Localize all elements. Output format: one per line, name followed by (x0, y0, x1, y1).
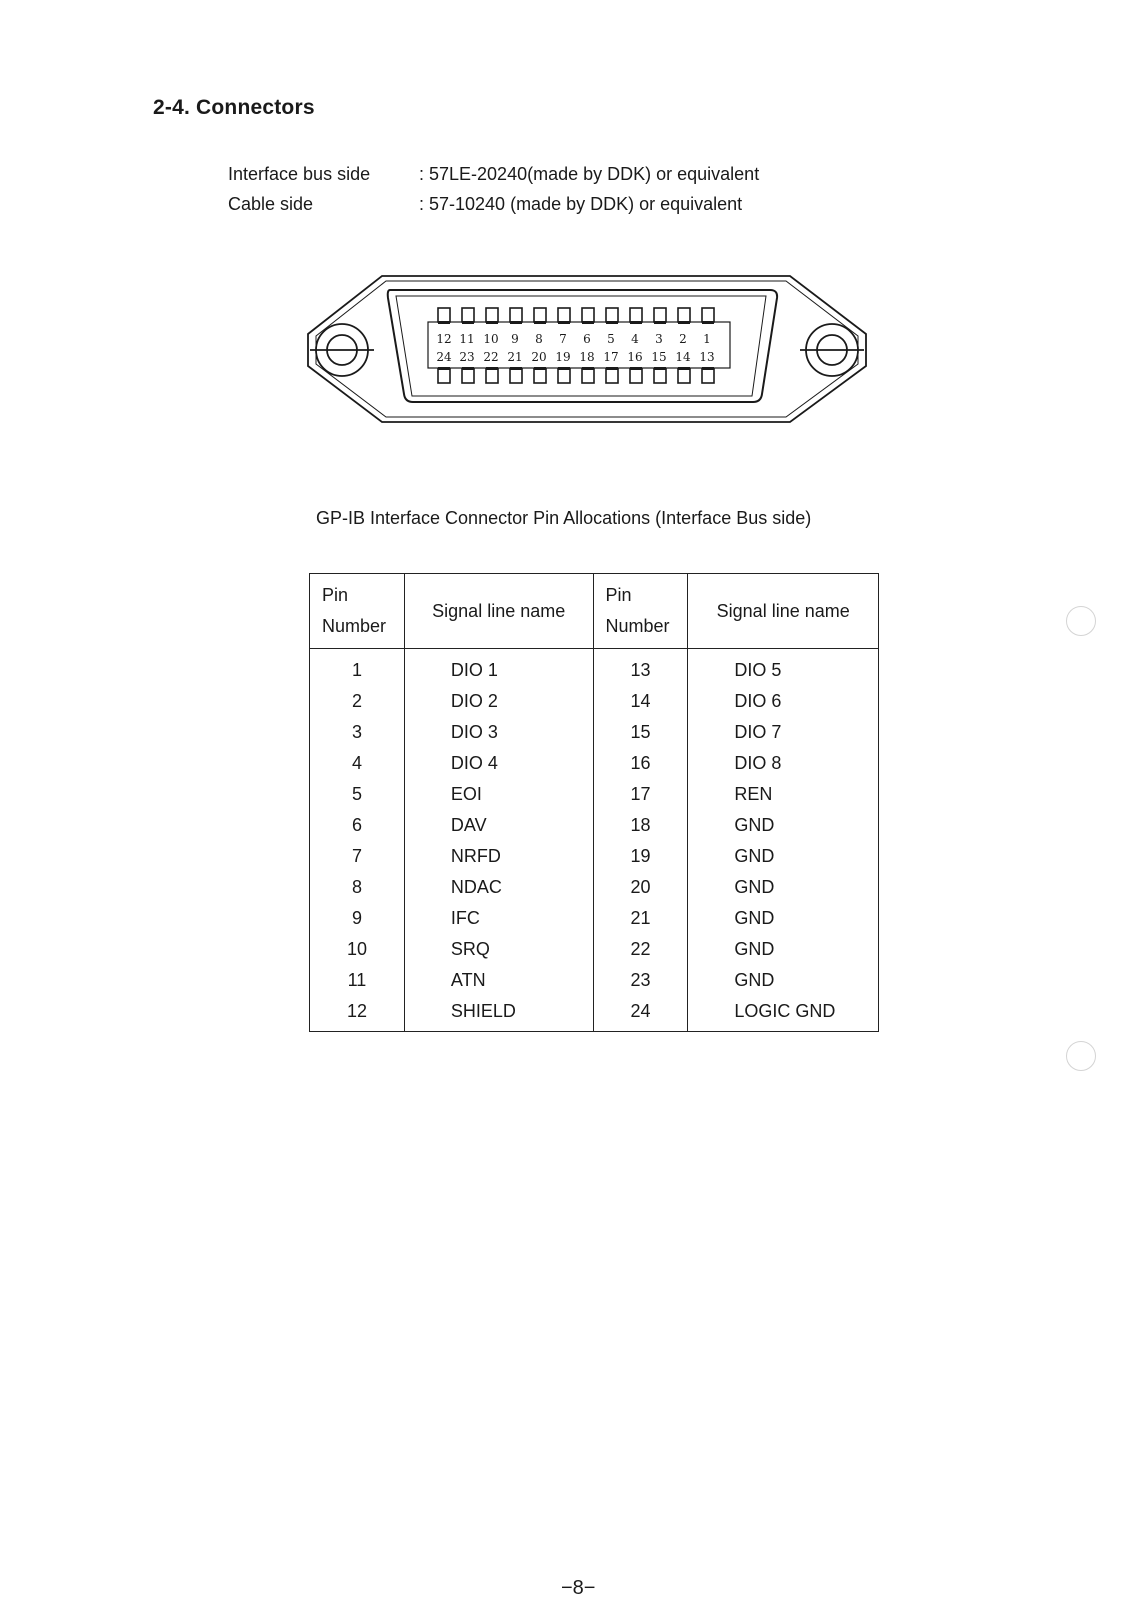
pin-contact (702, 308, 714, 322)
pin-contact-base (438, 321, 450, 324)
header-signal-line-name: Signal line name (404, 574, 593, 649)
signal-name-cell: DIO 3 (404, 717, 593, 748)
pin-allocation-table (309, 573, 879, 1032)
pin-contact-base (654, 321, 666, 324)
table-row (310, 686, 879, 717)
binder-hole-icon (1066, 606, 1096, 636)
connector-trapezoid (388, 290, 777, 402)
pin-number-cell: 3 (310, 717, 405, 748)
pin-contact (678, 369, 690, 383)
spec-value: : 57-10240 (made by DDK) or equivalent (419, 194, 743, 214)
signal-name-cell: LOGIC GND (688, 996, 879, 1032)
pin-number-cell: 22 (593, 934, 688, 965)
pin-number-cell: 21 (593, 903, 688, 934)
pin-number-cell: 10 (310, 934, 405, 965)
pin-number-cell: 15 (593, 717, 688, 748)
pin-contact-base (438, 367, 450, 370)
pin-label: 24 (436, 350, 452, 364)
pin-label: 17 (603, 350, 619, 364)
pin-contact-base (462, 367, 474, 370)
pin-contact-base (678, 367, 690, 370)
table-header-row (310, 574, 879, 649)
pin-contact (654, 308, 666, 322)
pin-contact-base (702, 367, 714, 370)
pin-number-cell: 4 (310, 748, 405, 779)
header-pin-number (593, 574, 688, 649)
pin-contact (462, 369, 474, 383)
pin-label: 15 (651, 350, 667, 364)
pin-contact-base (702, 321, 714, 324)
pin-number-cell: 11 (310, 965, 405, 996)
signal-name-cell: GND (688, 965, 879, 996)
page-number: −8− (561, 1577, 596, 1599)
connector-shell (308, 276, 866, 422)
pin-contact-base (630, 367, 642, 370)
header-pin-line2: Number (322, 616, 387, 636)
table-row (310, 903, 879, 934)
signal-name-cell: GND (688, 903, 879, 934)
signal-name-cell: DIO 7 (688, 717, 879, 748)
pin-contact (486, 369, 498, 383)
pin-contact-base (486, 321, 498, 324)
pin-label: 16 (627, 350, 643, 364)
table-row (310, 996, 879, 1032)
signal-name-cell: GND (688, 872, 879, 903)
pin-number-cell: 18 (593, 810, 688, 841)
pin-number-cell: 16 (593, 748, 688, 779)
pin-contacts (438, 308, 714, 383)
pin-number-cell: 20 (593, 872, 688, 903)
pin-contact (558, 308, 570, 322)
pin-label: 12 (436, 332, 452, 346)
pin-contact (678, 308, 690, 322)
pin-contact (582, 369, 594, 383)
signal-name-cell: DIO 4 (404, 748, 593, 779)
pin-contact (630, 308, 642, 322)
pin-number-cell: 13 (593, 649, 688, 687)
binder-hole-icon (1066, 1041, 1096, 1071)
pin-contact-base (654, 367, 666, 370)
pin-label: 8 (535, 332, 543, 346)
pin-contact (654, 369, 666, 383)
pin-contact (510, 308, 522, 322)
pin-label: 6 (583, 332, 591, 346)
pin-number-cell: 19 (593, 841, 688, 872)
pin-contact-base (606, 367, 618, 370)
spec-label: Interface bus side (228, 164, 371, 184)
pin-label: 18 (579, 350, 595, 364)
pin-number-cell: 9 (310, 903, 405, 934)
pin-contact-base (510, 321, 522, 324)
pin-contact-base (534, 321, 546, 324)
signal-name-cell: EOI (404, 779, 593, 810)
pin-label: 13 (699, 350, 715, 364)
pin-label: 10 (483, 332, 499, 346)
header-pin-line1: Pin (605, 585, 632, 605)
signal-name-cell: REN (688, 779, 879, 810)
pin-contact (438, 308, 450, 322)
pin-contact (702, 369, 714, 383)
table-row (310, 872, 879, 903)
table-row (310, 779, 879, 810)
pin-contact (606, 369, 618, 383)
pin-number-cell: 8 (310, 872, 405, 903)
pin-label: 22 (483, 350, 499, 364)
signal-name-cell: NRFD (404, 841, 593, 872)
pin-label: 11 (459, 332, 475, 346)
signal-name-cell: GND (688, 934, 879, 965)
header-pin-line1: Pin (322, 585, 349, 605)
table-row (310, 810, 879, 841)
pin-label: 19 (555, 350, 571, 364)
signal-name-cell: SHIELD (404, 996, 593, 1032)
pin-label: 14 (675, 350, 691, 364)
pin-contact-base (582, 367, 594, 370)
spec-label: Cable side (228, 194, 314, 214)
pin-contact-base (582, 321, 594, 324)
signal-name-cell: DIO 1 (404, 649, 593, 687)
pin-contact-base (678, 321, 690, 324)
table-row (310, 717, 879, 748)
pin-contact-base (510, 367, 522, 370)
pin-number-cell: 7 (310, 841, 405, 872)
table-row (310, 841, 879, 872)
pin-label: 20 (531, 350, 547, 364)
pin-contact-base (534, 367, 546, 370)
table-row (310, 934, 879, 965)
pin-label: 23 (459, 350, 475, 364)
pin-contact (438, 369, 450, 383)
signal-name-cell: DAV (404, 810, 593, 841)
header-pin-line2: Number (605, 616, 670, 636)
table-row (310, 748, 879, 779)
pin-number-cell: 5 (310, 779, 405, 810)
pin-contact (510, 369, 522, 383)
pin-label: 7 (559, 332, 567, 346)
signal-name-cell: NDAC (404, 872, 593, 903)
header-pin-number (310, 574, 405, 649)
pin-label: 21 (507, 350, 523, 364)
pin-number-cell: 17 (593, 779, 688, 810)
pin-label: 3 (655, 332, 663, 346)
pin-label: 5 (607, 332, 615, 346)
pin-contact (486, 308, 498, 322)
spec-value: : 57LE-20240(made by DDK) or equivalent (419, 164, 760, 184)
pin-number-cell: 23 (593, 965, 688, 996)
pin-number-cell: 6 (310, 810, 405, 841)
signal-name-cell: SRQ (404, 934, 593, 965)
pin-contact (558, 369, 570, 383)
pin-contact (462, 308, 474, 322)
pin-contact-base (630, 321, 642, 324)
pin-contact (582, 308, 594, 322)
table-row (310, 649, 879, 687)
pin-number-cell: 24 (593, 996, 688, 1032)
header-signal-line-name: Signal line name (688, 574, 879, 649)
signal-name-cell: IFC (404, 903, 593, 934)
pin-contact-base (486, 367, 498, 370)
pin-label: 4 (631, 332, 639, 346)
pin-number-cell: 12 (310, 996, 405, 1032)
pin-number-cell: 2 (310, 686, 405, 717)
signal-name-cell: DIO 2 (404, 686, 593, 717)
pin-contact-base (462, 321, 474, 324)
pin-contact-base (606, 321, 618, 324)
section-title: 2-4. Connectors (153, 96, 315, 119)
pin-contact (534, 369, 546, 383)
pin-contact-base (558, 321, 570, 324)
connector-diagram (300, 274, 880, 434)
pin-contact (630, 369, 642, 383)
signal-name-cell: DIO 8 (688, 748, 879, 779)
pin-number-cell: 14 (593, 686, 688, 717)
pin-contact (606, 308, 618, 322)
pin-contact (534, 308, 546, 322)
signal-name-cell: DIO 5 (688, 649, 879, 687)
signal-name-cell: ATN (404, 965, 593, 996)
signal-name-cell: GND (688, 810, 879, 841)
table-caption: GP-IB Interface Connector Pin Allocations (Interface Bus side) (316, 508, 812, 528)
table-row (310, 965, 879, 996)
pin-contact-base (558, 367, 570, 370)
signal-name-cell: GND (688, 841, 879, 872)
signal-name-cell: DIO 6 (688, 686, 879, 717)
pin-label: 2 (679, 332, 687, 346)
pin-number-cell: 1 (310, 649, 405, 687)
pin-label: 1 (703, 332, 711, 346)
pin-label: 9 (511, 332, 519, 346)
